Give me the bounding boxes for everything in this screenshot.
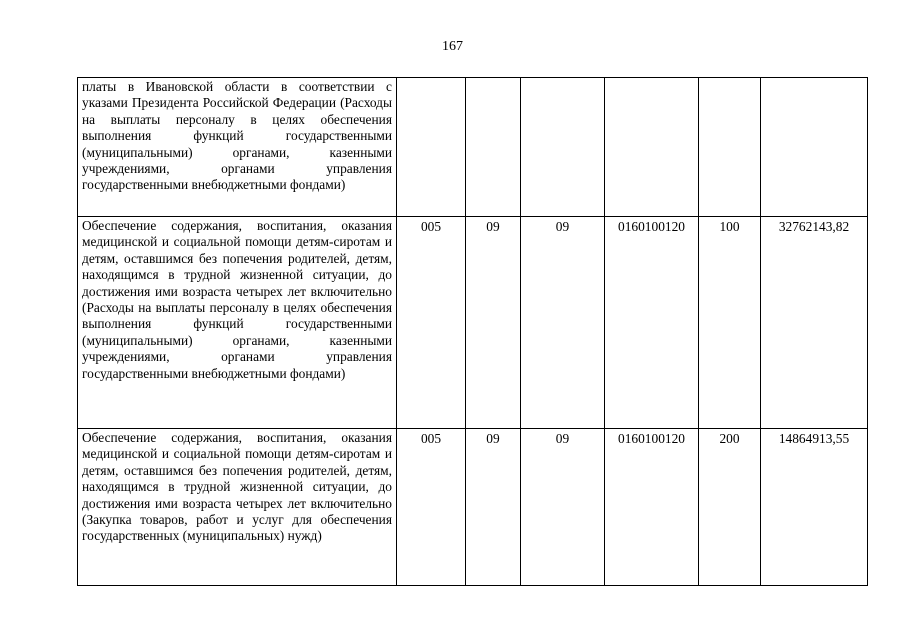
subsection-code — [521, 78, 605, 217]
subsection-code: 09 — [521, 429, 605, 586]
table-row — [78, 78, 868, 217]
amount — [761, 78, 868, 217]
expense-description: Обеспечение содержания, воспитания, оказания медицинской и социальной помощи детям-сиротам и детям, оставшимся без попечения родителей, детям, находящимся в трудной жизненной ситуации, до достижения ими возраста четырех лет включительно (Расходы на выплаты персоналу в целях обеспечения выполнения функций государственными (муниципальными) органами, казенными учреждениями, органами управления государственными внебюджетными фондами) — [78, 217, 397, 429]
subsection-code: 09 — [521, 217, 605, 429]
amount: 14864913,55 — [761, 429, 868, 586]
target-article-code — [605, 78, 699, 217]
budget-table — [77, 77, 868, 586]
section-code — [466, 78, 521, 217]
section-code: 09 — [466, 217, 521, 429]
expense-type-code: 200 — [699, 429, 761, 586]
ministry-code — [397, 78, 466, 217]
target-article-code: 0160100120 — [605, 217, 699, 429]
ministry-code: 005 — [397, 217, 466, 429]
ministry-code: 005 — [397, 429, 466, 586]
section-code: 09 — [466, 429, 521, 586]
expense-description: платы в Ивановской области в соответствии с указами Президента Российской Федерации (Расходы на выплаты персоналу в целях обеспечения выполнения функций государственными (муниципальными) органами, казенными учреждениями, органами управления государственными внебюджетными фондами) — [78, 78, 397, 217]
table-row — [78, 429, 868, 586]
expense-type-code: 100 — [699, 217, 761, 429]
expense-description: Обеспечение содержания, воспитания, оказания медицинской и социальной помощи детям-сиротам и детям, оставшимся без попечения родителей, детям, находящимся в трудной жизненной ситуации, до достижения ими возраста четырех лет включительно (Закупка товаров, работ и услуг для обеспечения государственных (муниципальных) нужд) — [78, 429, 397, 586]
target-article-code: 0160100120 — [605, 429, 699, 586]
amount: 32762143,82 — [761, 217, 868, 429]
page-number: 167 — [442, 39, 463, 54]
expense-type-code — [699, 78, 761, 217]
table-row — [78, 217, 868, 429]
